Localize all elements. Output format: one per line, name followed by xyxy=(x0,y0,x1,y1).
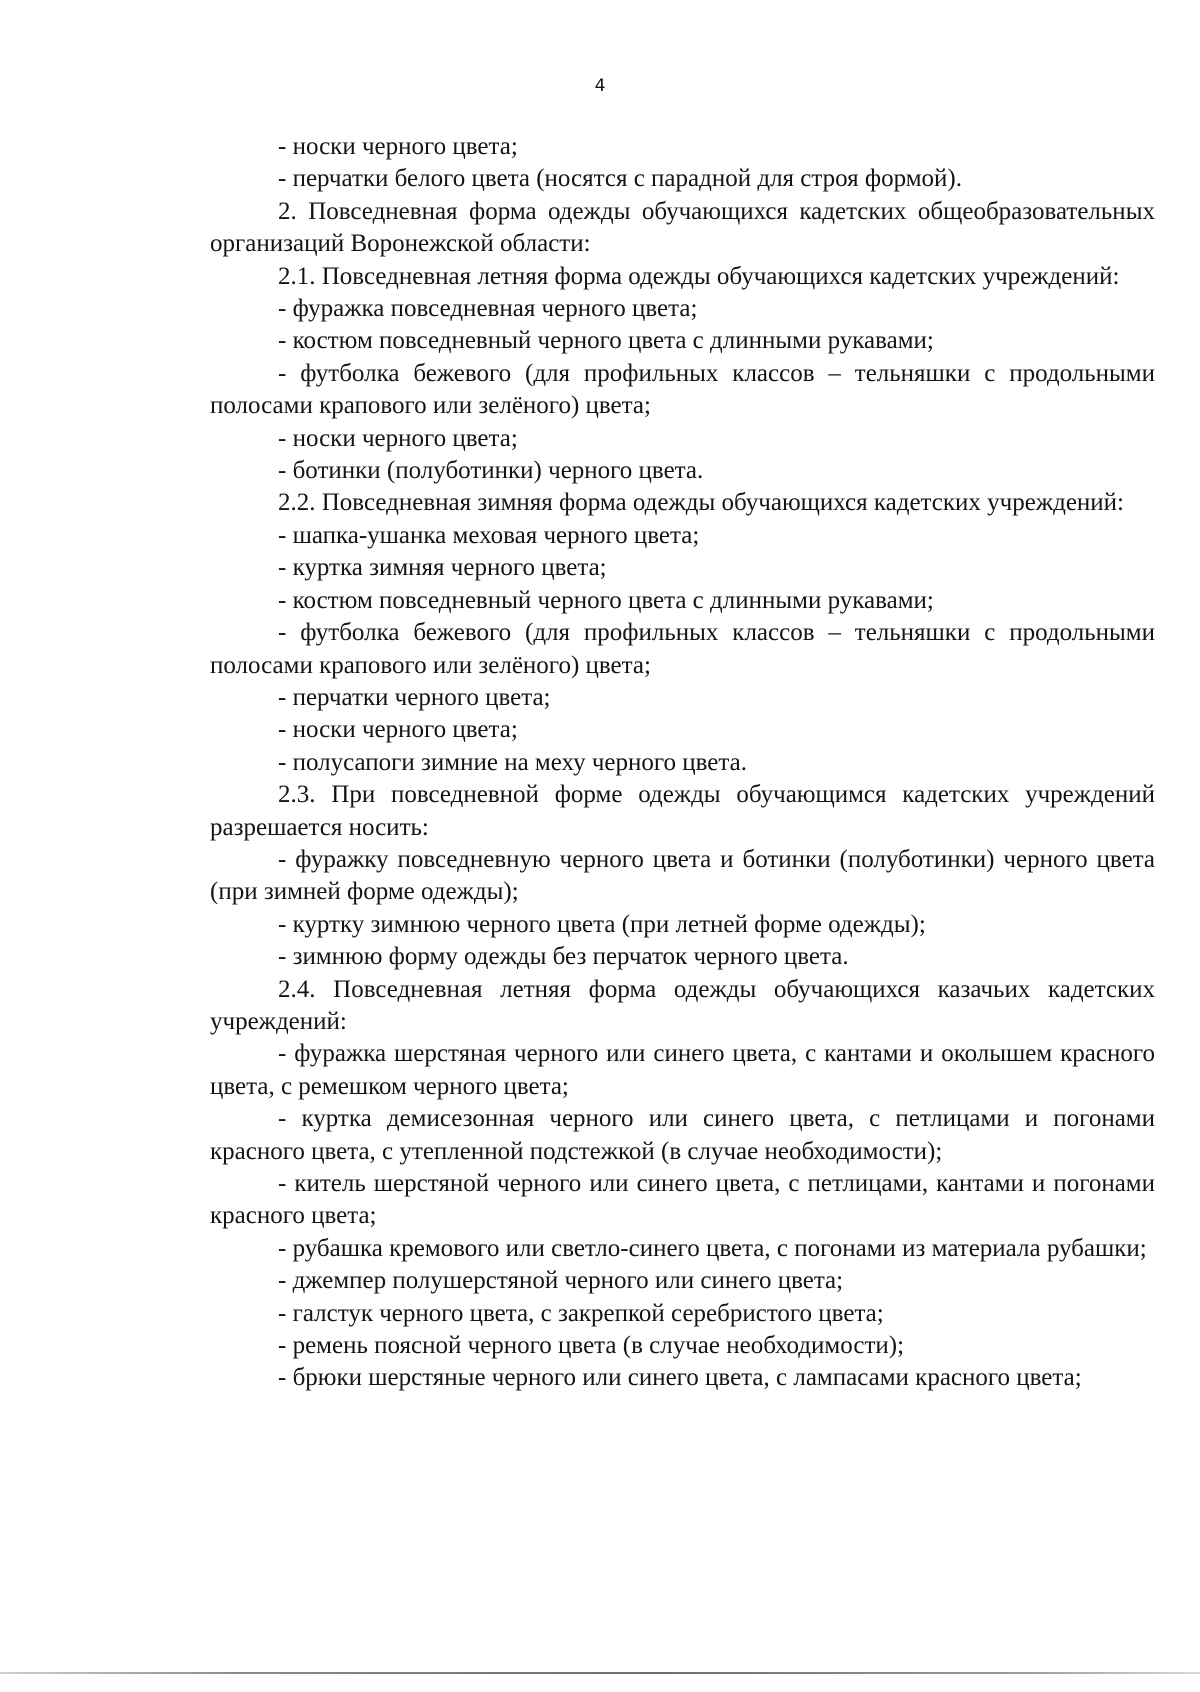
paragraph: - носки черного цвета; xyxy=(278,133,518,160)
paragraph: - футболка бежевого (для профильных классов – тельняшки с продольными полосами крапового или зелёного) цвета; xyxy=(210,619,1155,679)
paragraph: - зимнюю форму одежды без перчаток черного цвета. xyxy=(278,943,849,971)
paragraph: - фуражка шерстяная черного или синего цвета, с кантами и околышем красного цвета, с ремешком черного цвета; xyxy=(210,1040,1155,1100)
paragraph: - ботинки (полуботинки) черного цвета. xyxy=(278,457,704,485)
paragraph: - галстук черного цвета, с закрепкой серебристого цвета; xyxy=(278,1299,884,1327)
paragraph: - фуражку повседневную черного цвета и ботинки (полуботинки) черного цвета (при зимней форме одежды); xyxy=(210,845,1155,906)
paragraph: 2.4. Повседневная летняя форма одежды обучающихся казачьих кадетских учреждений: xyxy=(210,975,1155,1035)
paragraph: - носки черного цвета; xyxy=(278,716,518,744)
paragraph: - куртка демисезонная черного или синего цвета, с петлицами и погонами красного цвета, с утепленной подстежкой (в случае необходимости); xyxy=(210,1105,1155,1165)
paragraph: - полусапоги зимние на меху черного цвета. xyxy=(278,748,747,776)
paragraph: 2.2. Повседневная зимняя форма одежды обучающихся кадетских учреждений: xyxy=(278,489,1124,517)
paragraph: - шапка-ушанка меховая черного цвета; xyxy=(278,521,700,549)
paragraph: - куртку зимнюю черного цвета (при летней форме одежды); xyxy=(278,910,926,938)
paragraph: - костюм повседневный черного цвета с длинными рукавами; xyxy=(278,327,934,355)
paragraph: - китель шерстяной черного или синего цвета, с петлицами, кантами и погонами красного цвета; xyxy=(210,1170,1155,1230)
paragraph: - перчатки черного цвета; xyxy=(278,683,551,711)
page-number: 4 xyxy=(594,76,606,96)
paragraph: - фуражка повседневная черного цвета; xyxy=(278,295,698,323)
paragraph: 2. Повседневная форма одежды обучающихся кадетских общеобразовательных организаций Воронежской области: xyxy=(210,197,1155,258)
scan-edge-line xyxy=(0,1672,1200,1674)
paragraph: - носки черного цвета; xyxy=(278,424,518,452)
paragraph: - ремень поясной черного цвета (в случае необходимости); xyxy=(278,1332,905,1360)
paragraph: - рубашка кремового или светло-синего цвета, с погонами из материала рубашки; xyxy=(278,1234,1147,1262)
paragraph: - перчатки белого цвета (носятся с парадной для строя формой). xyxy=(278,165,962,193)
paragraph: - брюки шерстяные черного или синего цвета, с лампасами красного цвета; xyxy=(278,1364,1082,1392)
paragraph: - костюм повседневный черного цвета с длинными рукавами; xyxy=(278,586,934,614)
paragraph: - футболка бежевого (для профильных классов – тельняшки с продольными полосами крапового или зелёного) цвета; xyxy=(210,359,1155,420)
paragraph: 2.1. Повседневная летняя форма одежды обучающихся кадетских учреждений: xyxy=(278,262,1120,290)
document-body xyxy=(210,131,1155,1395)
paragraph: - джемпер полушерстяной черного или синего цвета; xyxy=(278,1267,844,1295)
paragraph: 2.3. При повседневной форме одежды обучающимся кадетских учреждений разрешается носить: xyxy=(210,781,1155,841)
paragraph: - куртка зимняя черного цвета; xyxy=(278,554,607,582)
